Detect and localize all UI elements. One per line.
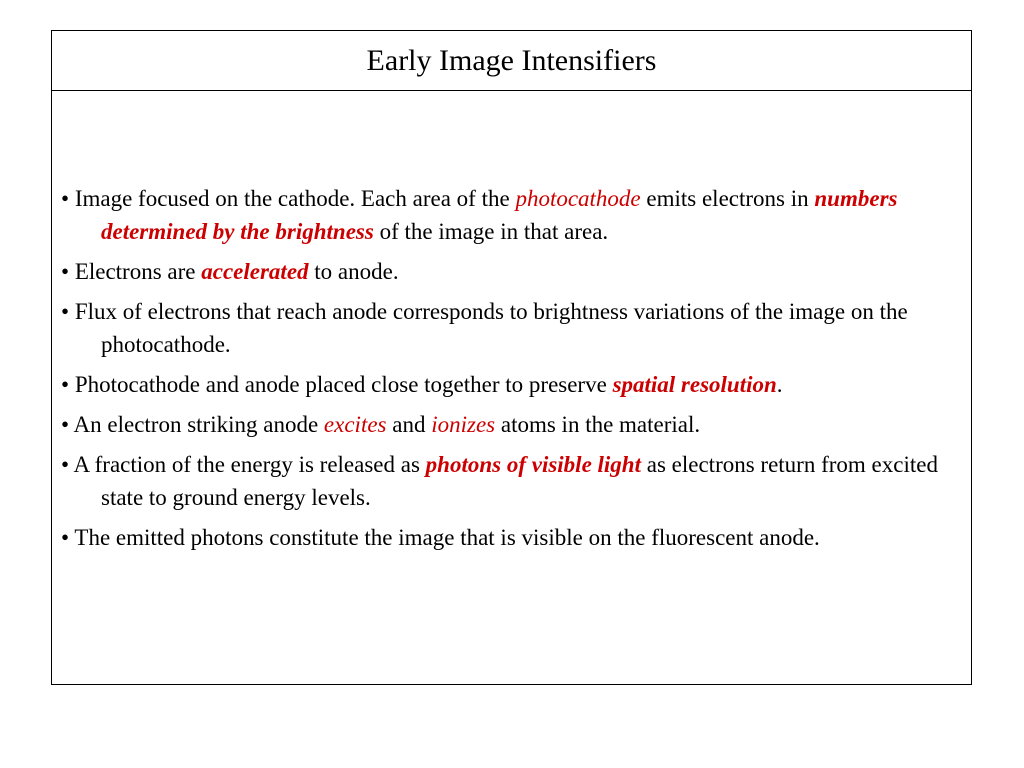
bullet-marker: • <box>61 259 70 284</box>
bullet-item <box>61 255 963 288</box>
emphasis-text: ionizes <box>431 412 496 437</box>
title-bar <box>52 31 971 91</box>
body-text: A fraction of the energy is released as <box>69 452 426 477</box>
body-text: Flux of electrons that reach anode corresponds to brightness variations of the image on the photocathode. <box>69 299 908 357</box>
bullet-item <box>61 521 963 554</box>
slide-title: Early Image Intensifiers <box>366 43 657 77</box>
body-text: An electron striking anode <box>69 412 324 437</box>
key-term-text: photons of visible light <box>425 452 641 477</box>
bullet-item <box>61 182 963 248</box>
body-text: Electrons are <box>69 259 202 284</box>
key-term-text: numbers determined by the brightness <box>101 186 898 244</box>
body-text: Image focused on the cathode. Each area of the <box>69 186 516 211</box>
body-text: Photocathode and anode placed close together to preserve <box>69 372 613 397</box>
bullet-marker: • <box>61 412 70 437</box>
bullet-item <box>61 295 963 361</box>
body-text: to anode. <box>308 259 399 284</box>
body-text: The emitted photons constitute the image that is visible on the fluorescent anode. <box>69 525 820 550</box>
bullet-marker: • <box>61 299 70 324</box>
body-text: emits electrons in <box>640 186 815 211</box>
slide-frame <box>51 30 972 685</box>
bullet-marker: • <box>61 525 70 550</box>
emphasis-text: excites <box>323 412 387 437</box>
body-text: and <box>386 412 432 437</box>
body-text: as electrons return from excited state to ground energy levels. <box>101 452 938 510</box>
bullet-marker: • <box>61 452 70 477</box>
body-text: atoms in the material. <box>495 412 701 437</box>
bullet-list <box>61 182 963 561</box>
body-text: . <box>776 372 783 397</box>
bullet-marker: • <box>61 372 70 397</box>
emphasis-text: photocathode <box>515 186 641 211</box>
bullet-item <box>61 448 963 514</box>
body-text: of the image in that area. <box>373 219 609 244</box>
bullet-item <box>61 368 963 401</box>
key-term-text: spatial resolution <box>612 372 777 397</box>
bullet-item <box>61 408 963 441</box>
key-term-text: accelerated <box>201 259 309 284</box>
bullet-marker: • <box>61 186 70 211</box>
